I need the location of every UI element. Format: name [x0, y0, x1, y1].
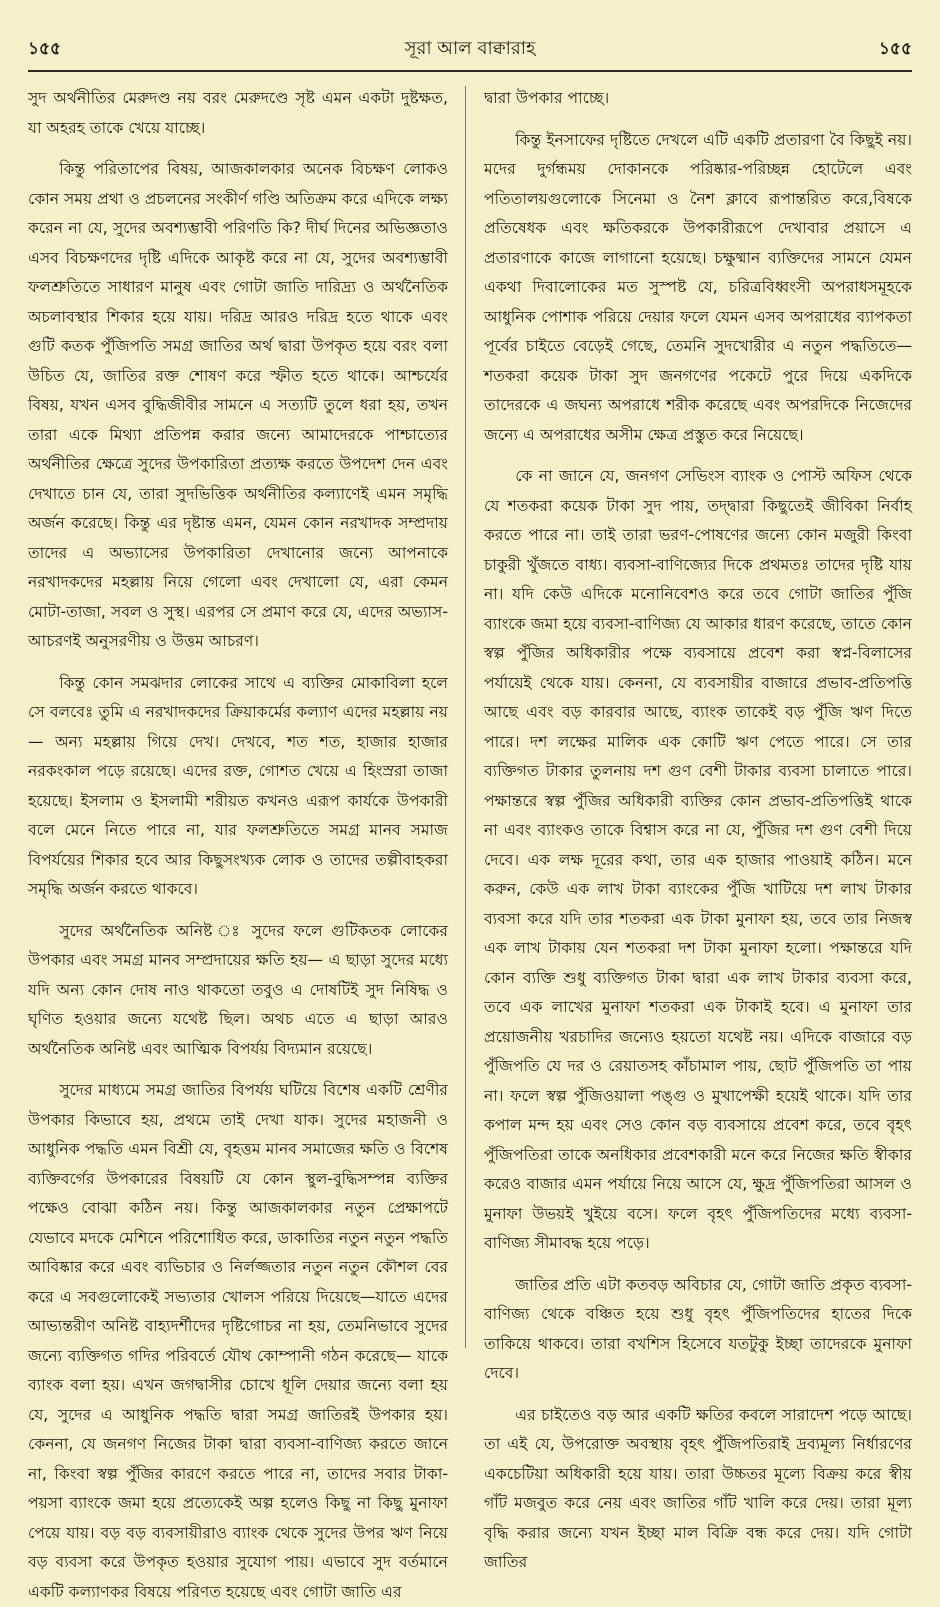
- paragraph: সুদ অর্থনীতির মেরুদণ্ড নয় বরং মেরুদণ্ডে সৃষ্ট এমন একটা দুষ্টক্ষত, যা অহরহ তাকে খেয়ে যাচ্ছে।: [28, 89, 448, 137]
- paragraph: জাতির প্রতি এটা কতবড় অবিচার যে, গোটা জাতি প্রকৃত ব্যবসা-বাণিজ্য থেকে বঞ্চিত হয়ে শুধু বৃহৎ পুঁজিপতিদের হাতের দিকে তাকিয়ে থাকবে। তারা বখশিস হিসেবে যতটুকু ইচ্ছা তাদেরকে মুনাফা দেবে।: [484, 1275, 912, 1382]
- paragraph: কে না জানে যে, জনগণ সেভিংস ব্যাংক ও পোস্ট অফিস থেকে যে শতকরা কয়েক টাকা সুদ পায়, তদ্দ্বারা কিছুতেই জীবিকা নির্বাহ করতে পারে না। তাই তারা ভরণ-পোষণের জন্যে কোন মজুরী কিংবা চাকুরী খুঁজতে বাধ্য। ব্যবসা-বাণিজ্যের দিকে প্রথমতঃ তাদের দৃষ্টি যায় না। যদি কেউ এদিকে মনোনিবেশও করে তবে গোটা জাতির পুঁজি ব্যাংকে জমা হয়ে ব্যবসা-বাণিজ্য যে আকার ধারণ করেছে, তাতে কোন স্বল্প পুঁজির অধিকারীর পক্ষে ব্যবসায়ে প্রবেশ করা স্বপ্ন-বিলাসের পর্যায়েই থেকে যায়। কেননা, যে ব্যবসায়ীর বাজারে প্রভাব-প্রতিপত্তি আছে এবং বড় কারবার আছে, ব্যাংক তাকেই বড় পুঁজি ঋণ দিতে পারে। দশ লক্ষের মালিক এক কোটি ঋণ পেতে পারে। সে তার ব্যক্তিগত টাকার তুলনায় দশ গুণ বেশী টাকার ব্যবসা চালাতে পারে। পক্ষান্তরে স্বল্প পুঁজির অধিকারী ব্যক্তির কোন প্রভাব-প্রতিপত্তিই থাকে না এবং ব্যাংকও তাকে বিশ্বাস করে না যে, পুঁজির দশ গুণ বেশী দিয়ে দেবে। এক লক্ষ দূরের কথা, তার এক হাজার পাওয়াই কঠিন। মনে করুন, কেউ এক লাখ টাকা ব্যাংকের পুঁজি খাটিয়ে দশ লাখ টাকার ব্যবসা করে যদি তার শতকরা এক টাকা মুনাফা হয়, তবে তার নিজস্ব এক লাখ টাকায় যেন শতকরা দশ টাকা মুনাফা হলো। পক্ষান্তরে যদি কোন ব্যক্তি শুধু ব্যক্তিগত টাকা দ্বারা এক লাখ টাকার ব্যবসা করে, তবে এক লাখের মুনাফা শতকরা এক টাকাই হবে। এ মুনাফা তার প্রয়োজনীয় খরচাদির জন্যেও হয়তো যথেষ্ট নয়। এদিকে বাজারে বড় পুঁজিপতি যে দর ও রেয়াতসহ কাঁচামাল পায়, ছোট পুঁজিপতি তা পায় না। ফলে স্বল্প পুঁজিওয়ালা পঙ্গু ও মুখাপেক্ষী হয়েই থাকে। যদি তার কপাল মন্দ হয় এবং সেও কোন বড় ব্যবসায়ে প্রবেশ করে, তবে বৃহৎ পুঁজিপতিরা তাকে অনধিকার প্রবেশকারী মনে করে নিজের ক্ষতি স্বীকার করেও বাজার এমন পর্যায়ে নিয়ে আসে যে, ক্ষুদ্র পু্ঁজিপতিরা আসল ও মুনাফা উভয়ই খুইয়ে বসে। ফলে বৃহৎ পুঁজিপতিদের মধ্যে ব্যবসা-বাণিজ্য সীমাবদ্ধ হয়ে পড়ে।: [484, 467, 912, 1252]
- column-divider: [465, 86, 466, 1348]
- page-header: [28, 30, 912, 72]
- page-number-left: ১৫৫: [28, 39, 62, 59]
- left-column: [28, 84, 448, 1601]
- right-column: [484, 84, 912, 1571]
- running-title: সূরা আল বাক্বারাহ: [404, 38, 536, 59]
- paragraph: এর চাইতেও বড় আর একটি ক্ষতির কবলে সারাদেশ পড়ে আছে। তা এই যে, উপরোক্ত অবস্থায় বৃহৎ পুঁজিপতিরাই দ্রব্যমূল্য নির্ধারণের একচেটিয়া অধিকারী হয়ে যায়। তারা উচ্চতর মূল্যে বিক্রয় করে স্বীয় গাঁট মজবুত করে নেয় এবং জাতির গাঁট খালি করে দেয়। তারা মূল্য বৃদ্ধি করার জন্যে যখন ইচ্ছা মাল বিক্রি বন্ধ করে দেয়। যদি গোটা জাতির: [484, 1405, 912, 1571]
- paragraph: সুদের অর্থনৈতিক অনিষ্ট ঃ সুদের ফলে গুটিকতক লোকের উপকার এবং সমগ্র মানব সম্প্রদায়ের ক্ষতি হয়— এ ছাড়া সুদের মধ্যে যদি অন্য কোন দোষ নাও থাকতো তবুও এ দোষটিই সুদ নিষিদ্ধ ও ঘৃণিত হওয়ার জন্যে যথেষ্ট ছিল। অথচ এতে এ ছাড়া আরও অর্থনৈতিক অনিষ্ট এবং আত্মিক বিপর্যয় বিদ্যমান রয়েছে।: [28, 921, 448, 1058]
- paragraph: সুদের মাধ্যমে সমগ্র জাতির বিপর্যয় ঘটিয়ে বিশেষ একটি শ্রেণীর উপকার কিভাবে হয়, প্রথমে তাই দেখা যাক। সুদের মহাজনী ও আধুনিক পদ্ধতি এমন বিশ্রী যে, বৃহত্তম মানব সমাজের ক্ষতি ও বিশেষ ব্যক্তিবর্গের উপকারের বিষয়টি যে কোন স্থুল-বুদ্ধিসম্পন্ন ব্যক্তির পক্ষেও বোঝা কঠিন নয়। কিন্তু আজকালকার নতুন প্রেক্ষাপটে যেভাবে মদকে মেশিনে পরিশোধিত করে, ডাকাতির নতুন নতুন পদ্ধতি আবিষ্কার করে এবং ব্যভিচার ও নির্লজ্জতার নতুন নতুন কৌশল বের করে এ সবগুলোকেই সভ্যতার খোলস পরিয়ে দিয়েছে—যাতে এদের আভ্যন্তরীণ অনিষ্ট বাহ্যদর্শীদের দৃষ্টিগোচর না হয়, তেমনিভাবে সুদের জন্যে ব্যক্তিগত গদির পরিবর্তে যৌথ কোম্পানী গঠন করেছে— যাকে ব্যাংক বলা হয়। এখন জগদ্বাসীর চোখে ধূলি দেয়ার জন্যে বলা হয় যে, সুদের এ আধুনিক পদ্ধতি দ্বারা সমগ্র জাতিরই উপকার হয়। কেননা, যে জনগণ নিজের টাকা দ্বারা ব্যবসা-বাণিজ্য করতে জানে না, কিংবা স্বল্প পুঁজির কারণে করতে পারে না, তাদের সবার টাকা-পয়সা ব্যাংকে জমা হয়ে প্রত্যেকেই অল্প হলেও কিছু না কিছু মুনাফা পেয়ে যায়। বড় বড় ব্যবসায়ীরাও ব্যাংক থেকে সুদের উপর ঋণ নিয়ে বড় ব্যবসা করে উপকৃত হওয়ার সুযোগ পায়। এভাবে সুদ বর্তমানে একটি কল্যাণকর বিষয়ে পরিণত হয়েছে এবং গোটা জাতি এর: [28, 1081, 448, 1601]
- page-number-right: ১৫৫: [878, 39, 912, 59]
- paragraph: কিন্তু পরিতাপের বিষয়, আজকালকার অনেক বিচক্ষণ লোকও কোন সময় প্রথা ও প্রচলনের সংকীর্ণ গণ্ডি অতিক্রম করে এদিকে লক্ষ্য করেন না যে, সুদের অবশ্যম্ভাবী পরিণতি কি? দীর্ঘ দিনের অভিজ্ঞতাও এসব বিচক্ষণদের দৃষ্টি এদিকে আকৃষ্ট করে না যে, সুদের অবশ্যম্ভাবী ফলশ্রুতিতে সাধারণ মানুষ এবং গোটা জাতি দারিদ্র্য ও অর্থনৈতিক অচলাবস্থার শিকার হয়ে যায়। দরিদ্র আরও দরিদ্র হতে থাকে এবং গুটি কতক পুঁজিপতি সমগ্র জাতির অর্থ দ্বারা উপকৃত হয়ে বরং বলা উচিত যে, জাতির রক্ত শোষণ করে স্ফীত হতে থাকে। আশ্চর্যের বিষয়, যখন এসব বুদ্ধিজীবীর সামনে এ সত্যটি তুলে ধরা হয়, তখন তারা একে মিথ্যা প্রতিপন্ন করার জন্যে আমাদেরকে পাশ্চাত্যের অর্থনীতির ক্ষেত্রে সুদের উপকারিতা প্রত্যক্ষ করতে উপদেশ দেন এবং দেখাতে চান যে, তারা সুদভিত্তিক অর্থনীতির কল্যাণেই এমন সমৃদ্ধি অর্জন করেছে। কিন্তু এর দৃষ্টান্ত এমন, যেমন কোন নরখাদক সম্প্রদায় তাদের এ অভ্যাসের উপকারিতা দেখানোর জন্যে আপনাকে নরখাদকদের মহল্লায় নিয়ে গেলো এবং দেখালো যে, এরা কেমন মোটা-তাজা, সবল ও সুস্থ। এরপর সে প্রমাণ করে যে, এদের অভ্যাস-আচরণই অনুসরণীয় ও উত্তম আচরণ।: [28, 160, 448, 650]
- paragraph: কিন্তু ইনসাফের দৃষ্টিতে দেখলে এটি একটি প্রতারণা বৈ কিছুই নয়। মদের দুর্গন্ধময় দোকানকে পরিষ্কার-পরিচ্ছন্ন হোটেলে এবং পতিতালয়গুলোকে সিনেমা ও নৈশ ক্লাবে রূপান্তরিত করে,বিষকে প্রতিষেধক এবং ক্ষতিকরকে উপকারীরূপে দেখাবার প্রয়াসে এ প্রতারণাকে কাজে লাগানো হয়েছে। চক্ষুষ্মান ব্যক্তিদের সামনে যেমন একথা দিবালোকের মত সুস্পষ্ট যে, চরিত্রবিধ্বংসী অপরাধসমূহকে আধুনিক পোশাক পরিয়ে দেয়ার ফলে যেমন এসব অপরাধের ব্যাপকতা পূর্বের চাইতে বেড়েই গেছে, তেমনি সুদখোরীর এ নতুন পদ্ধতিতে—শতকরা কয়েক টাকা সুদ জনগণের পকেটে পুরে দিয়ে একদিকে তাদেরকে এ জঘন্য অপরাধে শরীক করেছে এবং অপরদিকে নিজেদের জন্যে এ অপরাধের অসীম ক্ষেত্র প্রস্তুত করে নিয়েছে।: [484, 130, 912, 444]
- paragraph: কিন্তু কোন সমঝদার লোকের সাথে এ ব্যক্তির মোকাবিলা হলে সে বলবেঃ তুমি এ নরখাদকদের ক্রিয়াকর্মের কল্যাণ এদের মহল্লায় নয়— অন্য মহল্লায় গিয়ে দেখ। দেখবে, শত শত, হাজার হাজার নরকংকাল পড়ে রয়েছে। এদের রক্ত, গোশত খেয়ে এ হিংস্ররা তাজা হয়েছে। ইসলাম ও ইসলামী শরীয়ত কখনও এরূপ কার্যকে উপকারী বলে মেনে নিতে পারে না, যার ফলশ্রুতিতে সমগ্র মানব সমাজ বিপর্যয়ের শিকার হবে আর কিছুসংখ্যক লোক ও তাদের তল্পীবাহকরা সমৃদ্ধি অর্জন করতে থাকবে।: [28, 673, 448, 898]
- paragraph: দ্বারা উপকার পাচ্ছে।: [484, 89, 610, 107]
